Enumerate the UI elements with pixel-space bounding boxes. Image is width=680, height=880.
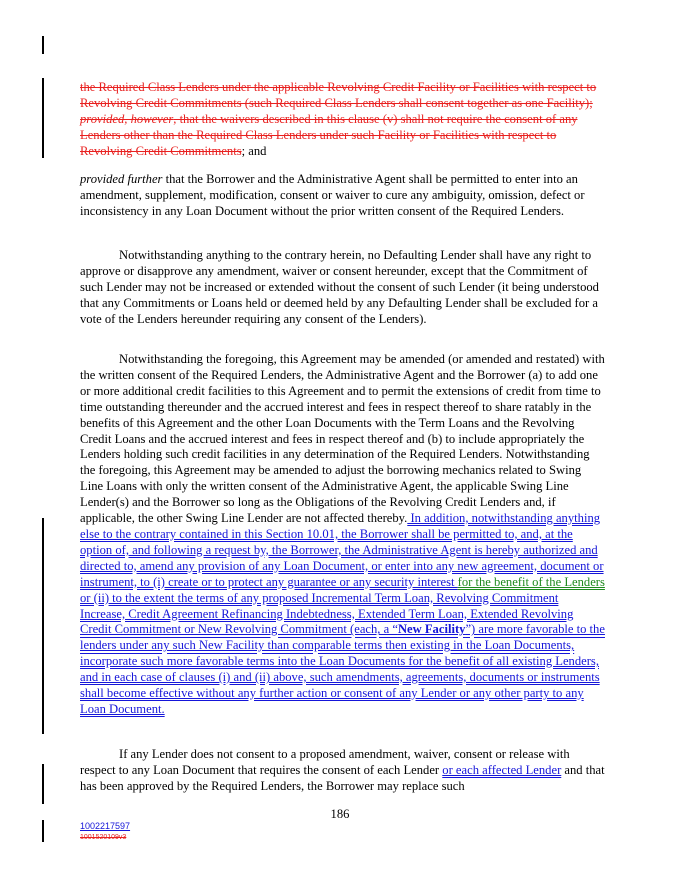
inserted-text: ”) are more favorable to the lenders under any such New Facility than comparable terms then existing in the Loan Documents, incorporate such more favorable terms into the Loan Documents for the benefit of all existing Lenders, and in each case of clauses (i) and (ii) above, such amendments, agreements, documents or instruments shall become effective without any further action or consent of any Lender or any other party to any Loan Document.	[80, 622, 605, 716]
lender-replacement-paragraph	[80, 747, 605, 795]
deleted-text: the Required Class Lenders under the applicable Revolving Credit Facility or Facilities with respect to Revolving Credit Commitments (such Required Class Lenders shall consent together as one Facility);	[80, 80, 597, 110]
inserted-text: In addition, notwithstanding anything else to the contrary contained in this Section 10.01, the Borrower shall be permitted to, and, at the option of, and following a request by, the Borrower, the Administrative Agent is hereby authorized and directed to, amend any provision of any Loan Document, or enter into any new agreement, document or instrument, to (i) create or to protect any guarantee or any security interest	[80, 511, 604, 589]
provided-further-paragraph	[80, 172, 605, 220]
italic-lead: provided further	[80, 172, 163, 186]
change-bar	[42, 36, 44, 54]
document-id-current: 1002217597	[80, 821, 131, 831]
moved-text: for the benefit of the Lenders	[457, 574, 605, 589]
deleted-text-tail: , that the waivers described in this clause (v) shall not require the consent of any Lenders other than the Required Class Lenders under such Facility or Facilities with respect to Revolving Credit Commitments	[80, 111, 578, 158]
change-bar	[42, 820, 44, 842]
paragraph-text: If any Lender does not consent to a proposed amendment, waiver, consent or release with respect to any Loan Document that requires the consent of each Lender	[80, 747, 570, 777]
page-number: 186	[330, 807, 350, 821]
change-bar	[42, 78, 44, 158]
paragraph-text: Notwithstanding anything to the contrary herein, no Defaulting Lender shall have any right to approve or disapprove any amendment, waiver or consent hereunder, except that the Commitment of such Lender may not be increased or extended without the consent of such Lender (it being understood that any Commitments or Loans held or deemed held by any Defaulting Lender shall be excluded for a vote of the Lenders hereunder requiring any consent of the Lenders).	[80, 248, 599, 326]
paragraph-tail: ; and	[241, 143, 267, 158]
defaulting-lender-paragraph	[80, 248, 605, 328]
inserted-text: or (ii) to the extent the terms of any proposed Incremental Term Loan, Revolving Commitment Increase, Credit Agreement Refinancing Indebtedness, Extended Term Loan, Extended Revolving Credit Commitment or New Revolving Commitment (each, a “	[80, 590, 574, 637]
document-id-deleted: 1001520109v3	[80, 834, 127, 841]
change-bar	[42, 764, 44, 804]
paragraph-text: and that has been approved by the Required Lenders, the Borrower may replace such	[80, 762, 605, 793]
deleted-italic-text: provided, however	[80, 111, 174, 126]
document-id	[80, 821, 130, 843]
paragraph-text: Notwithstanding the foregoing, this Agreement may be amended (or amended and restated) with the written consent of the Required Lenders, the Administrative Agent and the Borrower (a) to add one or more additional credit facilities to this Agreement and to permit the extensions of credit from time to time outstanding thereunder and the accrued interest and fees in respect thereof to share ratably in the benefits of this Agreement and the other Loan Documents with the Term Loans and the Revolving Credit Loans and the accrued interest and fees in respect thereof and (b) to include appropriately the Lenders holding such credit facilities in any determination of the Required Lenders. Notwithstanding the foregoing, this Agreement may be amended to adjust the borrowing mechanics related to Swing Line Loans with only the written consent of the Administrative Agent, the applicable Swing Line Lender(s) and the Borrower so long as the Obligations of the Revolving Credit Lenders and, if applicable, the other Swing Line Lender are not affected thereby.	[80, 352, 605, 526]
inserted-text: or each affected Lender	[442, 762, 562, 777]
amendment-paragraph	[80, 352, 605, 718]
paragraph-text: that the Borrower and the Administrative Agent shall be permitted to enter into an amendment, supplement, modification, consent or waiver to cure any ambiguity, omission, defect or inconsistency in any Loan Document without the prior written consent of the Required Lenders.	[80, 172, 585, 218]
deleted-clause-paragraph	[80, 80, 605, 160]
defined-term: New Facility	[397, 622, 466, 637]
change-bar	[42, 518, 44, 734]
